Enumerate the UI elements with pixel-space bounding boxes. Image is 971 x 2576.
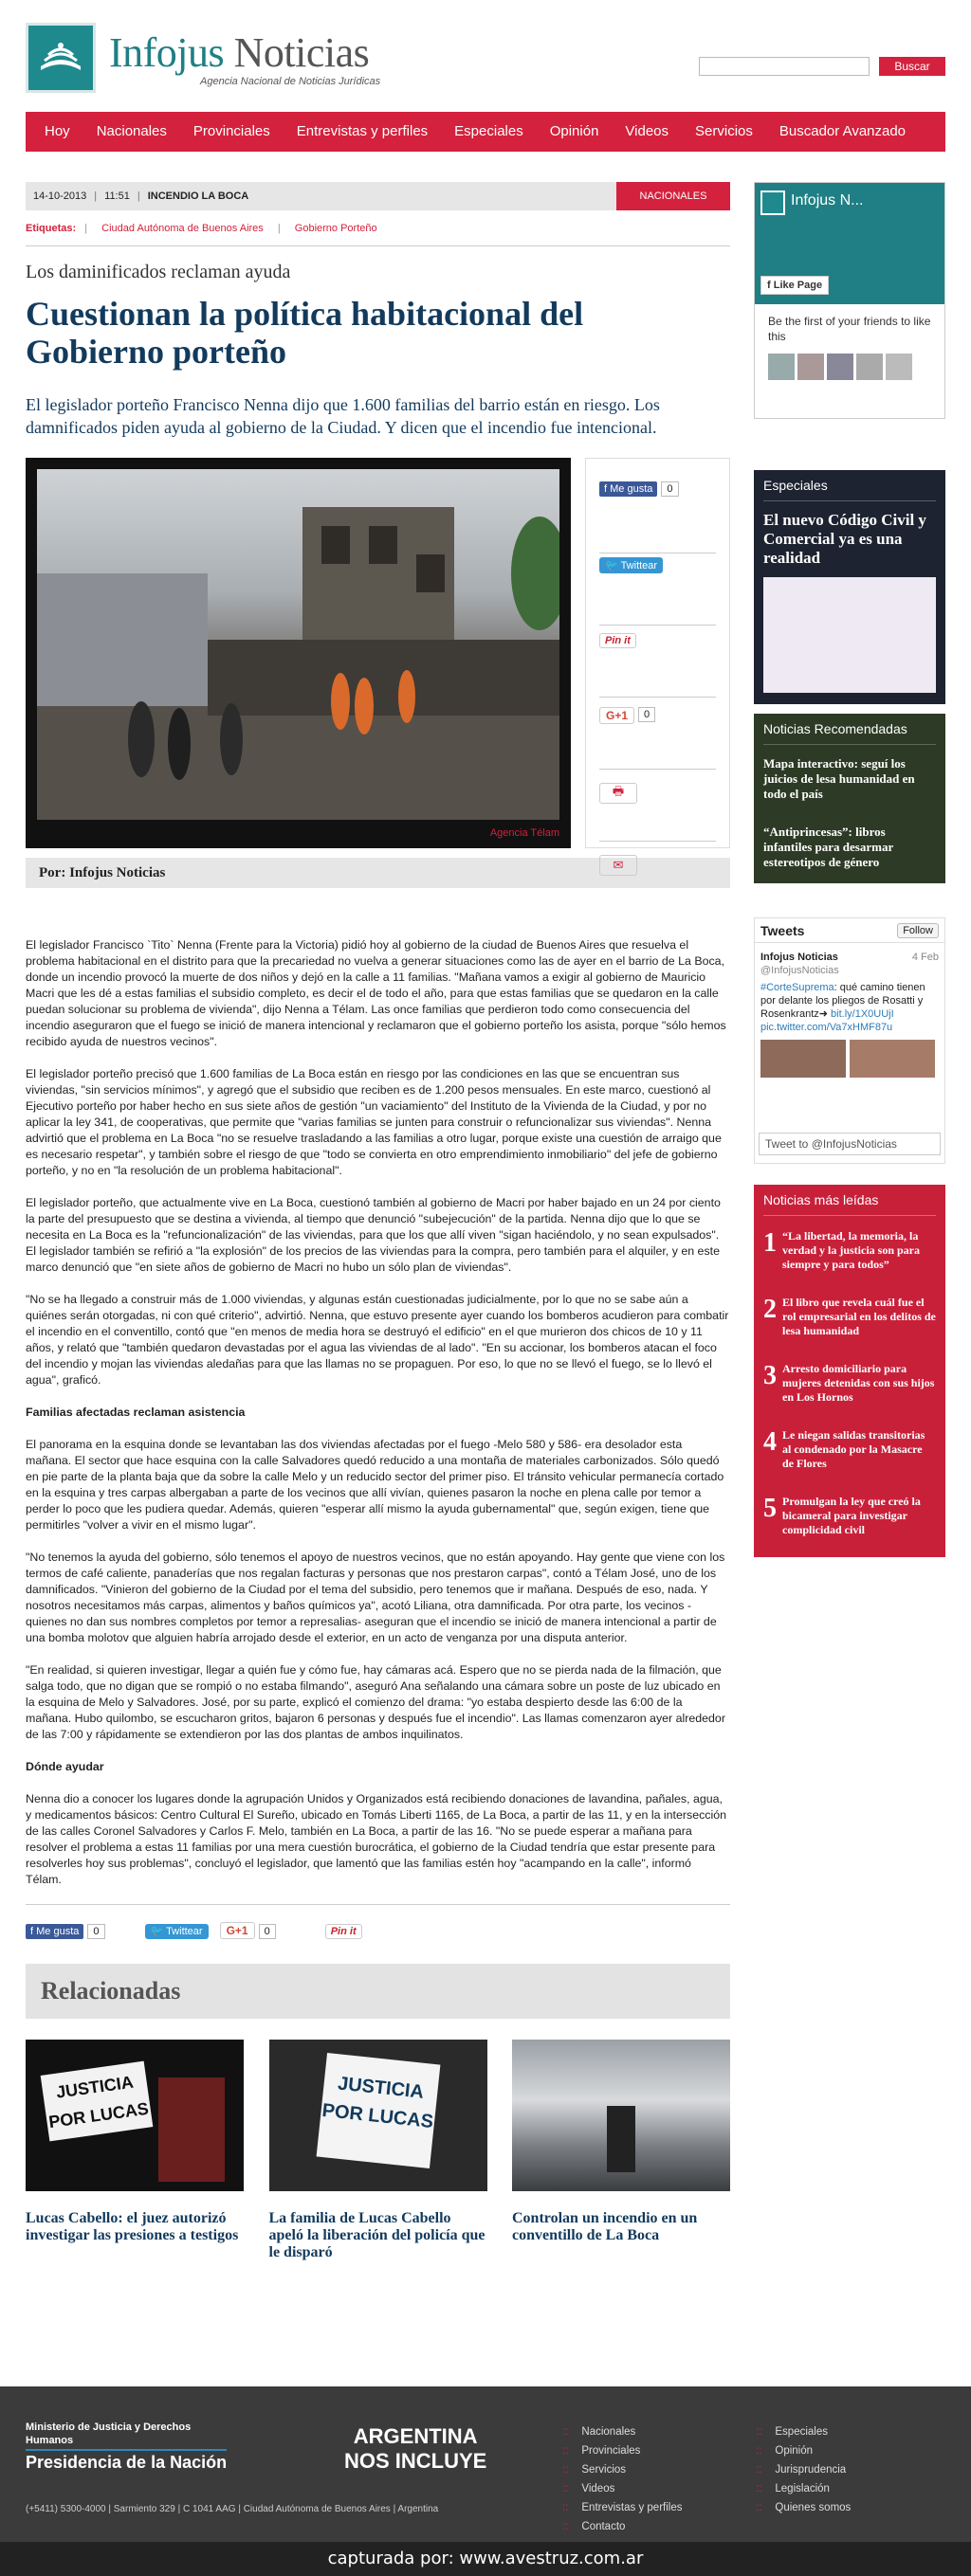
fb-friends-text: Be the first of your friends to like this (768, 315, 931, 343)
sidebar (754, 182, 945, 2261)
gplus-count: 0 (259, 1924, 276, 1939)
article-body (26, 937, 730, 1888)
footer-address: (+5411) 5300-4000 | Sarmiento 329 | C 1041 AAG | Ciudad Autónoma de Buenos Aires | Argentina (26, 2504, 439, 2514)
related-title[interactable]: La familia de Lucas Cabello apeló la liberación del policía que le disparó (268, 2210, 486, 2260)
footer-link[interactable]: :: Servicios (562, 2460, 683, 2479)
related-heading: Relacionadas (26, 1964, 730, 2019)
related-card[interactable] (26, 2040, 244, 2261)
recomendadas-heading: Noticias Recomendadas (763, 721, 936, 745)
tags-label: Etiquetas: (26, 223, 77, 234)
nav-item-opinion[interactable]: Opinión (549, 123, 599, 139)
tag-link[interactable]: Ciudad Autónoma de Buenos Aires (101, 223, 264, 234)
facebook-widget (754, 182, 945, 419)
especiales-image (763, 577, 936, 693)
related-title[interactable]: Controlan un incendio en un conventillo de La Boca (512, 2210, 698, 2243)
search-input[interactable] (699, 57, 870, 76)
site-header (26, 0, 945, 112)
mas-leida-item[interactable]: 3 Arresto domiciliario para mujeres detenidas con sus hijos en Los Hornos (763, 1361, 935, 1404)
footer-link[interactable]: :: Entrevistas y perfiles (562, 2498, 683, 2517)
nav-item-nacionales[interactable]: Nacionales (96, 123, 167, 139)
brand[interactable] (109, 29, 381, 87)
nav-item-hoy[interactable]: Hoy (45, 123, 70, 139)
fire-scene-image (37, 469, 559, 820)
paragraph: El legislador Francisco `Tito` Nenna (Frente para la Victoria) pidió hoy al gobierno de la ciudad de Buenos Aires que resuelva el problema habitacional en el distrito para que la precariedad no vuelva a generar situaciones como las de ayer en el barrio de La Boca, donde un incendio provocó la muerte de dos niños y dejó en la calle a 11 familias. "Mañana vamos a exigir al gobierno de Mauricio Macri que les dé a estas familias el subsidio completo, es decir el de todo el año, para que estas familias que se quedaron en la calle puedan solucionar su problema de vivienda", dijo Nenna a Télam. Las once familias que perdieron todo como consecuencia del incendio aseguraron que el fuego se inició de manera intencional y reclamaron que el gobierno porteño los asista, porque "sólo hemos recibido ayuda de nuestros vecinos". (26, 938, 726, 1048)
mas-leida-item[interactable]: 4 Le niegan salidas transitorias al condenado por la Masacre de Flores (763, 1427, 925, 1470)
mas-leida-item[interactable]: 5 Promulgan la ley que creó la bicameral para investigar complicidad civil (763, 1494, 921, 1536)
search-button[interactable]: Buscar (879, 57, 945, 76)
nav-item-buscador[interactable]: Buscador Avanzado (779, 123, 907, 139)
article-kicker: Los daminificados reclaman ayuda (26, 262, 291, 282)
twitter-widget (754, 917, 945, 1164)
related-title[interactable]: Lucas Cabello: el juez autorizó investigar las presiones a testigos (26, 2210, 239, 2243)
article-time: 11:51 (104, 190, 130, 202)
site-name: Infojus Noticias (109, 29, 370, 76)
site-footer (0, 2386, 971, 2576)
nav-item-videos[interactable]: Videos (625, 123, 669, 139)
article-byline: Por: Infojus Noticias (26, 858, 730, 888)
facebook-count: 0 (661, 481, 678, 497)
recomendada-link[interactable]: Mapa interactivo: seguí los juicios de lesa humanidad en todo el país (763, 756, 915, 801)
infojus-logo[interactable] (26, 23, 96, 93)
subhead: Dónde ayudar (26, 1760, 104, 1773)
mas-leidas-box (754, 1185, 945, 1557)
footer-link[interactable]: :: Especiales (756, 2422, 851, 2441)
article-topic: INCENDIO LA BOCA (147, 190, 249, 202)
subhead: Familias afectadas reclaman asistencia (26, 1406, 246, 1419)
fb-page-name[interactable]: Infojus N... (791, 192, 864, 209)
facebook-like-button[interactable]: f Me gusta (599, 481, 657, 497)
book-logo-icon (37, 34, 84, 82)
search-form (699, 57, 945, 76)
footer-link[interactable]: :: Contacto (562, 2517, 683, 2536)
ministry-name[interactable]: Ministerio de Justicia y Derechos Humanos (26, 2422, 192, 2446)
section-badge[interactable]: NACIONALES (616, 182, 730, 210)
article-photo[interactable] (26, 458, 571, 848)
related-card[interactable] (512, 2040, 730, 2261)
tweet-media (760, 1040, 939, 1078)
footer-link[interactable]: :: Legislación (756, 2479, 851, 2498)
footer-link[interactable]: :: Opinión (756, 2441, 851, 2460)
especiales-box[interactable] (754, 470, 945, 704)
paragraph: "No se ha llegado a construir más de 1.000 viviendas, y algunas están cuestionadas judicialmente, por lo que no se sabe aún a quiénes serán otorgadas, ni con qué criterio", advirtió. Nenna, que estuvo presente ayer cuando los bomberos acudieron para combatir el incendio en el conventillo, contó que "en menos de media hora se destruyó el edificio" en el que murieron dos chicos de 10 y 11 años, y relató que "también quedaron devastadas por el agua las viviendas de al lado". "En su accionar, los bomberos atacan el foco del incendio y mojan las viviendas aledañas para que las llamas no se propaguen. Por eso, lo que no se llevó el fuego, se lo llevó el agua", graficó. (26, 1293, 729, 1387)
page-avatar (760, 190, 785, 215)
print-icon[interactable]: 🖶 (599, 783, 637, 804)
capture-credit: capturada por: www.avestruz.com.ar (0, 2542, 971, 2576)
paragraph: Nenna dio a conocer los lugares donde la agrupación Unidos y Organizados está recibiendo donaciones de lavandina, pañales, agua, y medicamentos básicos: Centro Cultural El Sureño, ubicado en Tomás Liberti 1165, de La Boca, a partir de las 11, y en la intersección de las calles Coronel Salvadores y Carlos F. Melo, también en La Boca, a partir de las 16. "No se puede esperar a mañana para resolver el problema a estas 11 familias por una mera cuestión burocrática, el gobierno de la Ciudad tendría que estar presente para resolverles hoy sus problemas", concluyó el legislador, que lamentó que las familias estén hoy "acampando en la calle", informó Télam. (26, 1792, 727, 1886)
nav-item-provinciales[interactable]: Provinciales (192, 123, 270, 139)
related-image: JUSTICIA POR LUCAS (26, 2040, 244, 2191)
related-card[interactable] (269, 2040, 487, 2261)
footer-links-1 (562, 2422, 683, 2536)
tags: Etiquetas: | Ciudad Autónoma de Buenos Aires | Gobierno Porteño (26, 223, 730, 246)
recomendada-link[interactable]: “Antiprincesas”: libros infantiles para desarmar estereotipos de género (763, 825, 893, 869)
related-image: JUSTICIA POR LUCAS (269, 2040, 487, 2191)
nav-item-servicios[interactable]: Servicios (695, 123, 753, 139)
gplus-button[interactable]: G+1 (220, 1922, 255, 1939)
fb-friends-avatars (755, 354, 944, 380)
twitter-button[interactable]: 🐦 Twittear (599, 557, 663, 573)
argentina-nos-incluye-logo: ARGENTINA NOS INCLUYE (344, 2424, 487, 2473)
facebook-count: 0 (87, 1924, 104, 1939)
mas-leida-item[interactable]: 1 “La libertad, la memoria, la verdad y la justicia son para siempre y para todos” (763, 1228, 921, 1271)
hashtag-link[interactable]: #CorteSuprema (760, 982, 834, 993)
paragraph: El legislador porteño precisó que 1.600 familias de La Boca están en riesgo por las condiciones en las que se encuentran sus viviendas, "sin servicios mínimos", y agregó que el subsidio que reciben es de 1.200 pesos mensuales. En este marco, cuestionó al Ejecutivo porteño por haber hecho en sus siete años de gestión "un vaciamiento" del Instituto de la Vivienda de la Ciudad, y por no aplicar la ley 341, de cooperativas, que permite que "varias familias se junten para construir o refuncionalizar sus viviendas". Nenna advirtió que el problema en La Boca "no se resuelve trasladando a las familias a otro lugar, porque existe una cuestión de arraigo que es necesario respetar", y también sobre el riesgo de que "todo se convierta en otro emprendimiento inmobiliario" del jefe de gobierno porteño, y no en "la resolución de un problema habitacional". (26, 1067, 722, 1177)
footer-link[interactable]: :: Provinciales (562, 2441, 683, 2460)
related-grid (26, 2040, 730, 2261)
tweet[interactable]: Infojus Noticias 4 Feb @InfojusNoticias #CorteSuprema: qué camino tienen por delante los pliegos de Rosatti y Rosenkrantz➜ bit.ly/1X0UUjI pic.twitter.com/Va7xHMF87u (755, 943, 944, 1078)
pinterest-button[interactable]: Pin it (599, 633, 636, 648)
recomendadas-box (754, 714, 945, 883)
gplus-button[interactable]: G+1 (599, 707, 634, 724)
bottom-share-bar (26, 1904, 730, 1939)
related-image (512, 2040, 730, 2191)
article-title: Cuestionan la política habitacional del Gobierno porteño (26, 295, 584, 371)
footer-link[interactable]: :: Videos (562, 2479, 683, 2498)
tweet-link[interactable]: bit.ly/1X0UUjI pic.twitter.com/Va7xHMF87u (760, 1008, 894, 1033)
gplus-count: 0 (638, 707, 655, 722)
footer-link[interactable]: :: Jurisprudencia (756, 2460, 851, 2479)
paragraph: "No tenemos la ayuda del gobierno, sólo tenemos el apoyo de nuestros vecinos, que no están apoyando. Hay gente que viene con los termos de café caliente, panaderías que nos regalan facturas y personas que nos prestaron carpas", contó a Télam José, uno de los damnificados. "Vinieron del gobierno de la Ciudad por el tema del subsidio, pero tenemos que ir mañana. Después de eso, nada. Y nosotros necesitamos más carpas, alimentos y baños químicos ya", acotó Liliana, otra damnificada. Por otra parte, los vecinos -quienes no dan sus nombres completos por temor a represalias- aseguran que el incendio se inició de manera intencional a partir de una bomba molotov que alguien habría arrojado desde el exterior, en un acto de venganza por una disputa anterior. (26, 1551, 725, 1644)
footer-link[interactable]: :: Quienes somos (756, 2498, 851, 2517)
footer-links-2 (756, 2422, 851, 2517)
facebook-like-button[interactable]: f Me gusta (26, 1924, 83, 1939)
paragraph: "En realidad, si quieren investigar, llegar a quién fue y cómo fue, hay cámaras acá. Espero que no se pierda nada de la filmación, que salga todo, que no digan que se rompió o no estaba filmando", aseguró Ana señalando una cámara sobre un poste de luz ubicado en la esquina de Melo y Salvadores. José, por su parte, explicó el comienzo del drama: "yo estaba despierto desde las 6:00 de la mañana. Hubo quilombo, se escucharon gritos, bajaron 6 personas y después fue el incendio". Las llamas comenzaron ayer alrededor de las 7:00 y rápidamente se extendieron por las dos plantas de ambos inquilinatos. (26, 1663, 725, 1741)
tag-link[interactable]: Gobierno Porteño (294, 223, 377, 234)
paragraph: El legislador porteño, que actualmente vive en La Boca, cuestionó también al gobierno de Macri por haber bajado en un 24 por ciento la parte del presupuesto que se destina a vivienda, al tiempo que denunció "subejecución" de la partida. Nenna dijo que lo que se necesita en La Boca es la "refuncionalización" de las viviendas, para que los que allí viven "sigan haciéndolo, y no sean expulsados". El legislador también se refirió a "la explosión" de los precios de las viviendas para la compra, pero también para el alquiler, y en este marco denunció que "en siete años de gobierno de Macri no hubo un sólo plan de viviendas". (26, 1196, 721, 1274)
twitter-button[interactable]: 🐦 Twittear (145, 1924, 209, 1939)
especiales-title[interactable]: El nuevo Código Civil y Comercial ya es una realidad (763, 511, 926, 567)
paragraph: El panorama en la esquina donde se levantaban las dos viviendas afectadas por el fuego -Melo 580 y 586- era desolador esta mañana. El sector que hace esquina con la calle Salvadores quedó reducido a una montaña de materiales carbonizados. Sólo quedó en pie parte de la planta baja que da sobre la calle Melo y un reducido sector del primer piso. El tránsito vehicular permanecía cortado en la esquina y tres carpas albergaban a parte de los vecinos que allí vivían, quienes pasaron la noche en plena calle por temor a perder lo poco que les pudiera quedar. Además, quieren "esperar allí mismo la ayuda gubernamental" que, según exigen, tiene que permitirles "volver a vivir en el mismo lugar". (26, 1438, 724, 1532)
article (26, 182, 730, 2261)
article-meta: 14-10-2013 | 11:51 | INCENDIO LA BOCA NACIONALES (26, 182, 730, 210)
pinterest-button[interactable]: Pin it (325, 1924, 362, 1939)
article-lead: El legislador porteño Francisco Nenna dijo que 1.600 familias del barrio están en riesgo. Los damnificados piden ayuda al gobierno de la Ciudad. Y dicen que el incendio fue intencional. (26, 395, 660, 437)
nav-item-especiales[interactable]: Especiales (454, 123, 523, 139)
site-subtitle: Agencia Nacional de Noticias Jurídicas (200, 76, 381, 87)
main-nav (26, 112, 945, 152)
mas-leida-item[interactable]: 2 El libro que revela cuál fue el rol empresarial en los delitos de lesa humanidad (763, 1295, 936, 1337)
fb-like-page-button[interactable]: f Like Page (760, 276, 829, 295)
especiales-heading: Especiales (763, 478, 936, 501)
presidency-name[interactable]: Presidencia de la Nación (26, 2449, 227, 2473)
article-date: 14-10-2013 (33, 190, 87, 202)
footer-link[interactable]: :: Nacionales (562, 2422, 683, 2441)
follow-button[interactable]: Follow (897, 923, 939, 938)
share-column (585, 458, 730, 872)
tweet-input[interactable]: Tweet to @InfojusNoticias (759, 1133, 941, 1155)
photo-credit: Agencia Télam (489, 827, 559, 839)
email-icon[interactable]: ✉ (599, 855, 637, 876)
mas-leidas-heading: Noticias más leídas (763, 1192, 936, 1216)
nav-item-entrevistas[interactable]: Entrevistas y perfiles (296, 123, 429, 139)
tweets-heading: Tweets (760, 922, 805, 938)
